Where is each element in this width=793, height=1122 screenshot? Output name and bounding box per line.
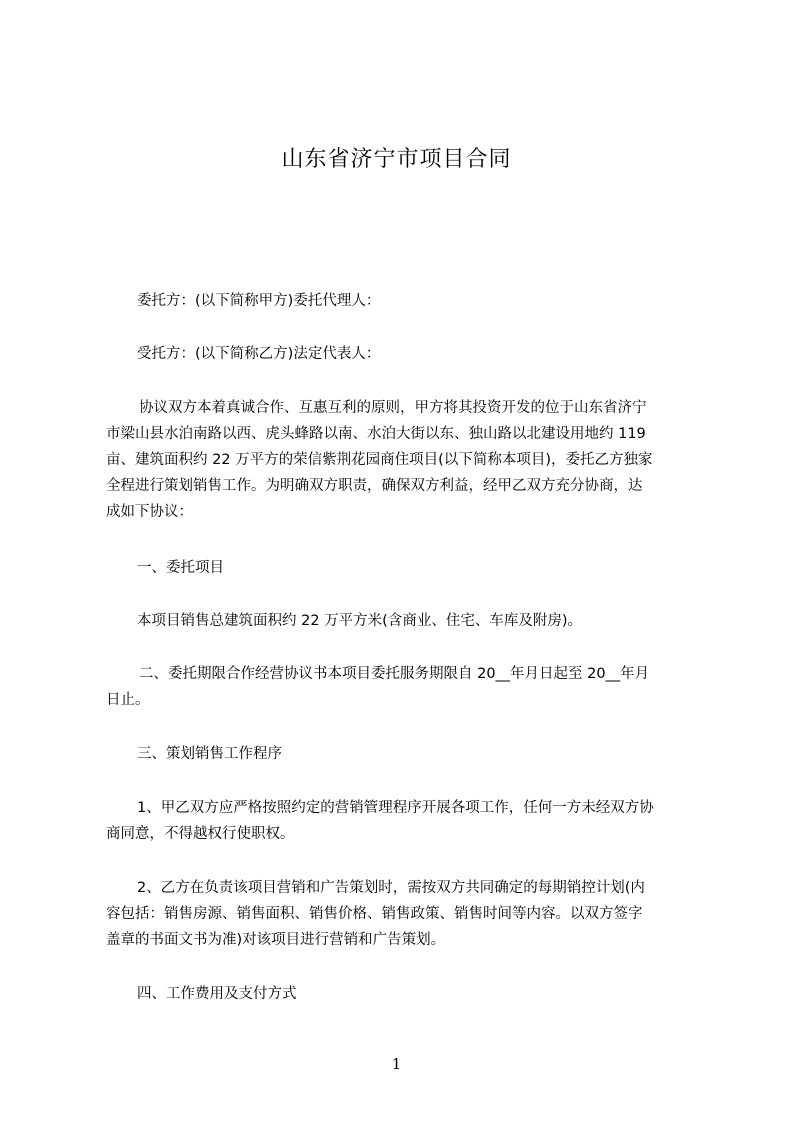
paragraph-line: 成如下协议： xyxy=(106,504,193,520)
paragraph-line: 2、乙方在负责该项目营销和广告策划时，需按双方共同确定的每期销控计划(内 xyxy=(137,880,645,896)
section-heading-1: 一、委托项目 xyxy=(137,560,224,576)
paragraph-line: 商同意，不得越权行使职权。 xyxy=(106,826,295,842)
paragraph-line: 市梁山县水泊南路以西、虎头蜂路以南、水泊大街以东、独山路以北建设用地约 119 xyxy=(106,426,646,442)
clause-agent: 受托方：(以下简称乙方)法定代表人： xyxy=(137,346,381,362)
page-number: 1 xyxy=(391,1055,402,1073)
paragraph-line: 全程进行策划销售工作。为明确双方职责，确保双方利益，经甲乙双方充分协商，达 xyxy=(106,478,643,494)
document-title: 山东省济宁市项目合同 xyxy=(281,147,512,172)
paragraph-line: 盖章的书面文书为准)对该项目进行营销和广告策划。 xyxy=(106,932,446,948)
paragraph-line: 1、甲乙双方应严格按照约定的营销管理程序开展各项工作，任何一方未经双方协 xyxy=(137,800,654,816)
clause-client: 委托方：(以下简称甲方)委托代理人： xyxy=(137,293,381,309)
section-heading-2: 二、委托期限合作经营协议书本项目委托服务期限自 20__年月日起至 20__年月 xyxy=(139,666,650,682)
section-heading-3: 三、策划销售工作程序 xyxy=(137,746,282,762)
paragraph-line: 本项目销售总建筑面积约 22 万平方米(含商业、住宅、车库及附房)。 xyxy=(137,613,582,629)
paragraph-line: 容包括：销售房源、销售面积、销售价格、销售政策、销售时间等内容。以双方签字 xyxy=(106,906,643,922)
paragraph-line: 协议双方本着真诚合作、互惠互利的原则，甲方将其投资开发的位于山东省济宁 xyxy=(139,400,647,416)
section-heading-4: 四、工作费用及支付方式 xyxy=(137,986,297,1002)
paragraph-line: 亩、建筑面积约 22 万平方的荣信紫荆花园商住项目(以下简称本项目)，委托乙方独家 xyxy=(106,452,653,468)
paragraph-line: 日止。 xyxy=(106,692,150,708)
